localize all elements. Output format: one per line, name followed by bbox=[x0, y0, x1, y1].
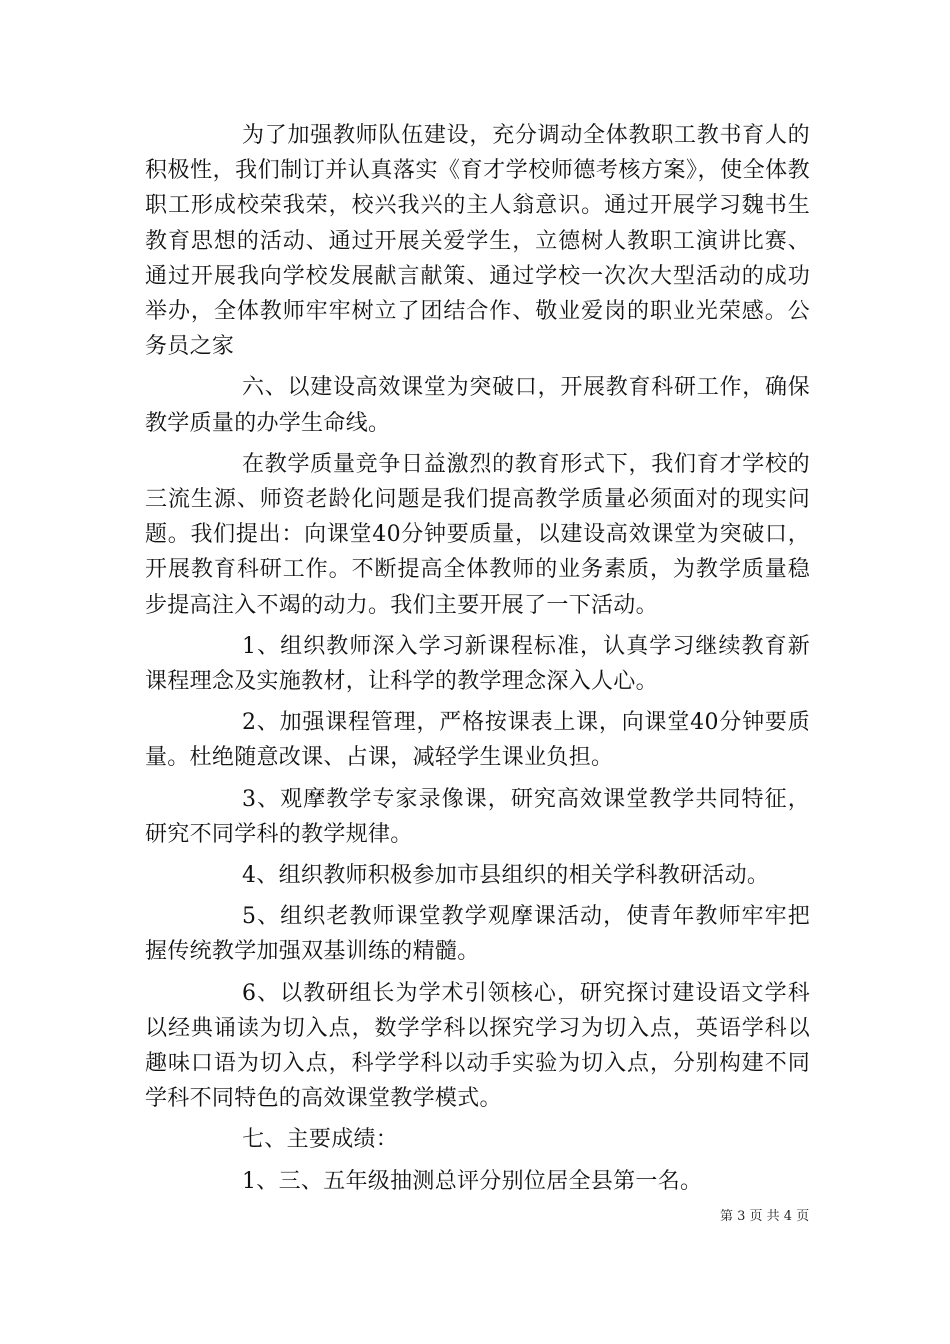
heading-section-seven: 七、主要成绩： bbox=[242, 1127, 399, 1153]
document-body bbox=[145, 118, 810, 1199]
list-item-achievement-1: 1、三、五年级抽测总评分别位居全县第一名。 bbox=[242, 1168, 703, 1194]
list-item-activity-2: 2、加强课程管理，严格按课表上课，向课堂40分钟要质量。杜绝随意改课、占课，减轻学生课业负担。 bbox=[145, 710, 810, 771]
heading-section-six: 六、以建设高效课堂为突破口，开展教育科研工作，确保教学质量的办学生命线。 bbox=[145, 375, 810, 436]
list-item-activity-3: 3、观摩教学专家录像课，研究高效课堂教学共同特征，研究不同学科的教学规律。 bbox=[145, 786, 810, 847]
list-item-activity-6: 6、以教研组长为学术引领核心，研究探讨建设语文学科以经典诵读为切入点，数学学科以探究学习为切入点，英语学科以趣味口语为切入点，科学学科以动手实验为切入点，分别构建不同学科不同特色的高效课堂教学模式。 bbox=[145, 980, 810, 1112]
list-item-activity-4: 4、组织教师积极参加市县组织的相关学科教研活动。 bbox=[242, 863, 770, 889]
paragraph-teacher-team: 为了加强教师队伍建设，充分调动全体教职工教书育人的积极性，我们制订并认真落实《育才学校师德考核方案》，使全体教职工形成校荣我荣，校兴我兴的主人翁意识。通过开展学习魏书生教育思想的活动、通过开展关爱学生，立德树人教职工演讲比赛、通过开展我向学校发展献言献策、通过学校一次次大型活动的成功举办，全体教师牢牢树立了团结合作、敬业爱岗的职业光荣感。公务员之家 bbox=[145, 123, 810, 360]
list-item-activity-1: 1、组织教师深入学习新课程标准，认真学习继续教育新课程理念及实施教材，让科学的教学理念深入人心。 bbox=[145, 633, 810, 695]
page-number: 第 3 页 共 4 页 bbox=[720, 1209, 810, 1224]
paragraph-teaching-quality: 在教学质量竞争日益激烈的教育形式下，我们育才学校的三流生源、师资老龄化问题是我们提高教学质量必须面对的现实问题。我们提出：向课堂40分钟要质量，以建设高效课堂为突破口，开展教育科研工作。不断提高全体教师的业务素质，为教学质量稳步提高注入不竭的动力。我们主要开展了一下活动。 bbox=[145, 451, 810, 618]
list-item-activity-5: 5、组织老教师课堂教学观摩课活动，使青年教师牢牢把握传统教学加强双基训练的精髓。 bbox=[145, 904, 810, 965]
